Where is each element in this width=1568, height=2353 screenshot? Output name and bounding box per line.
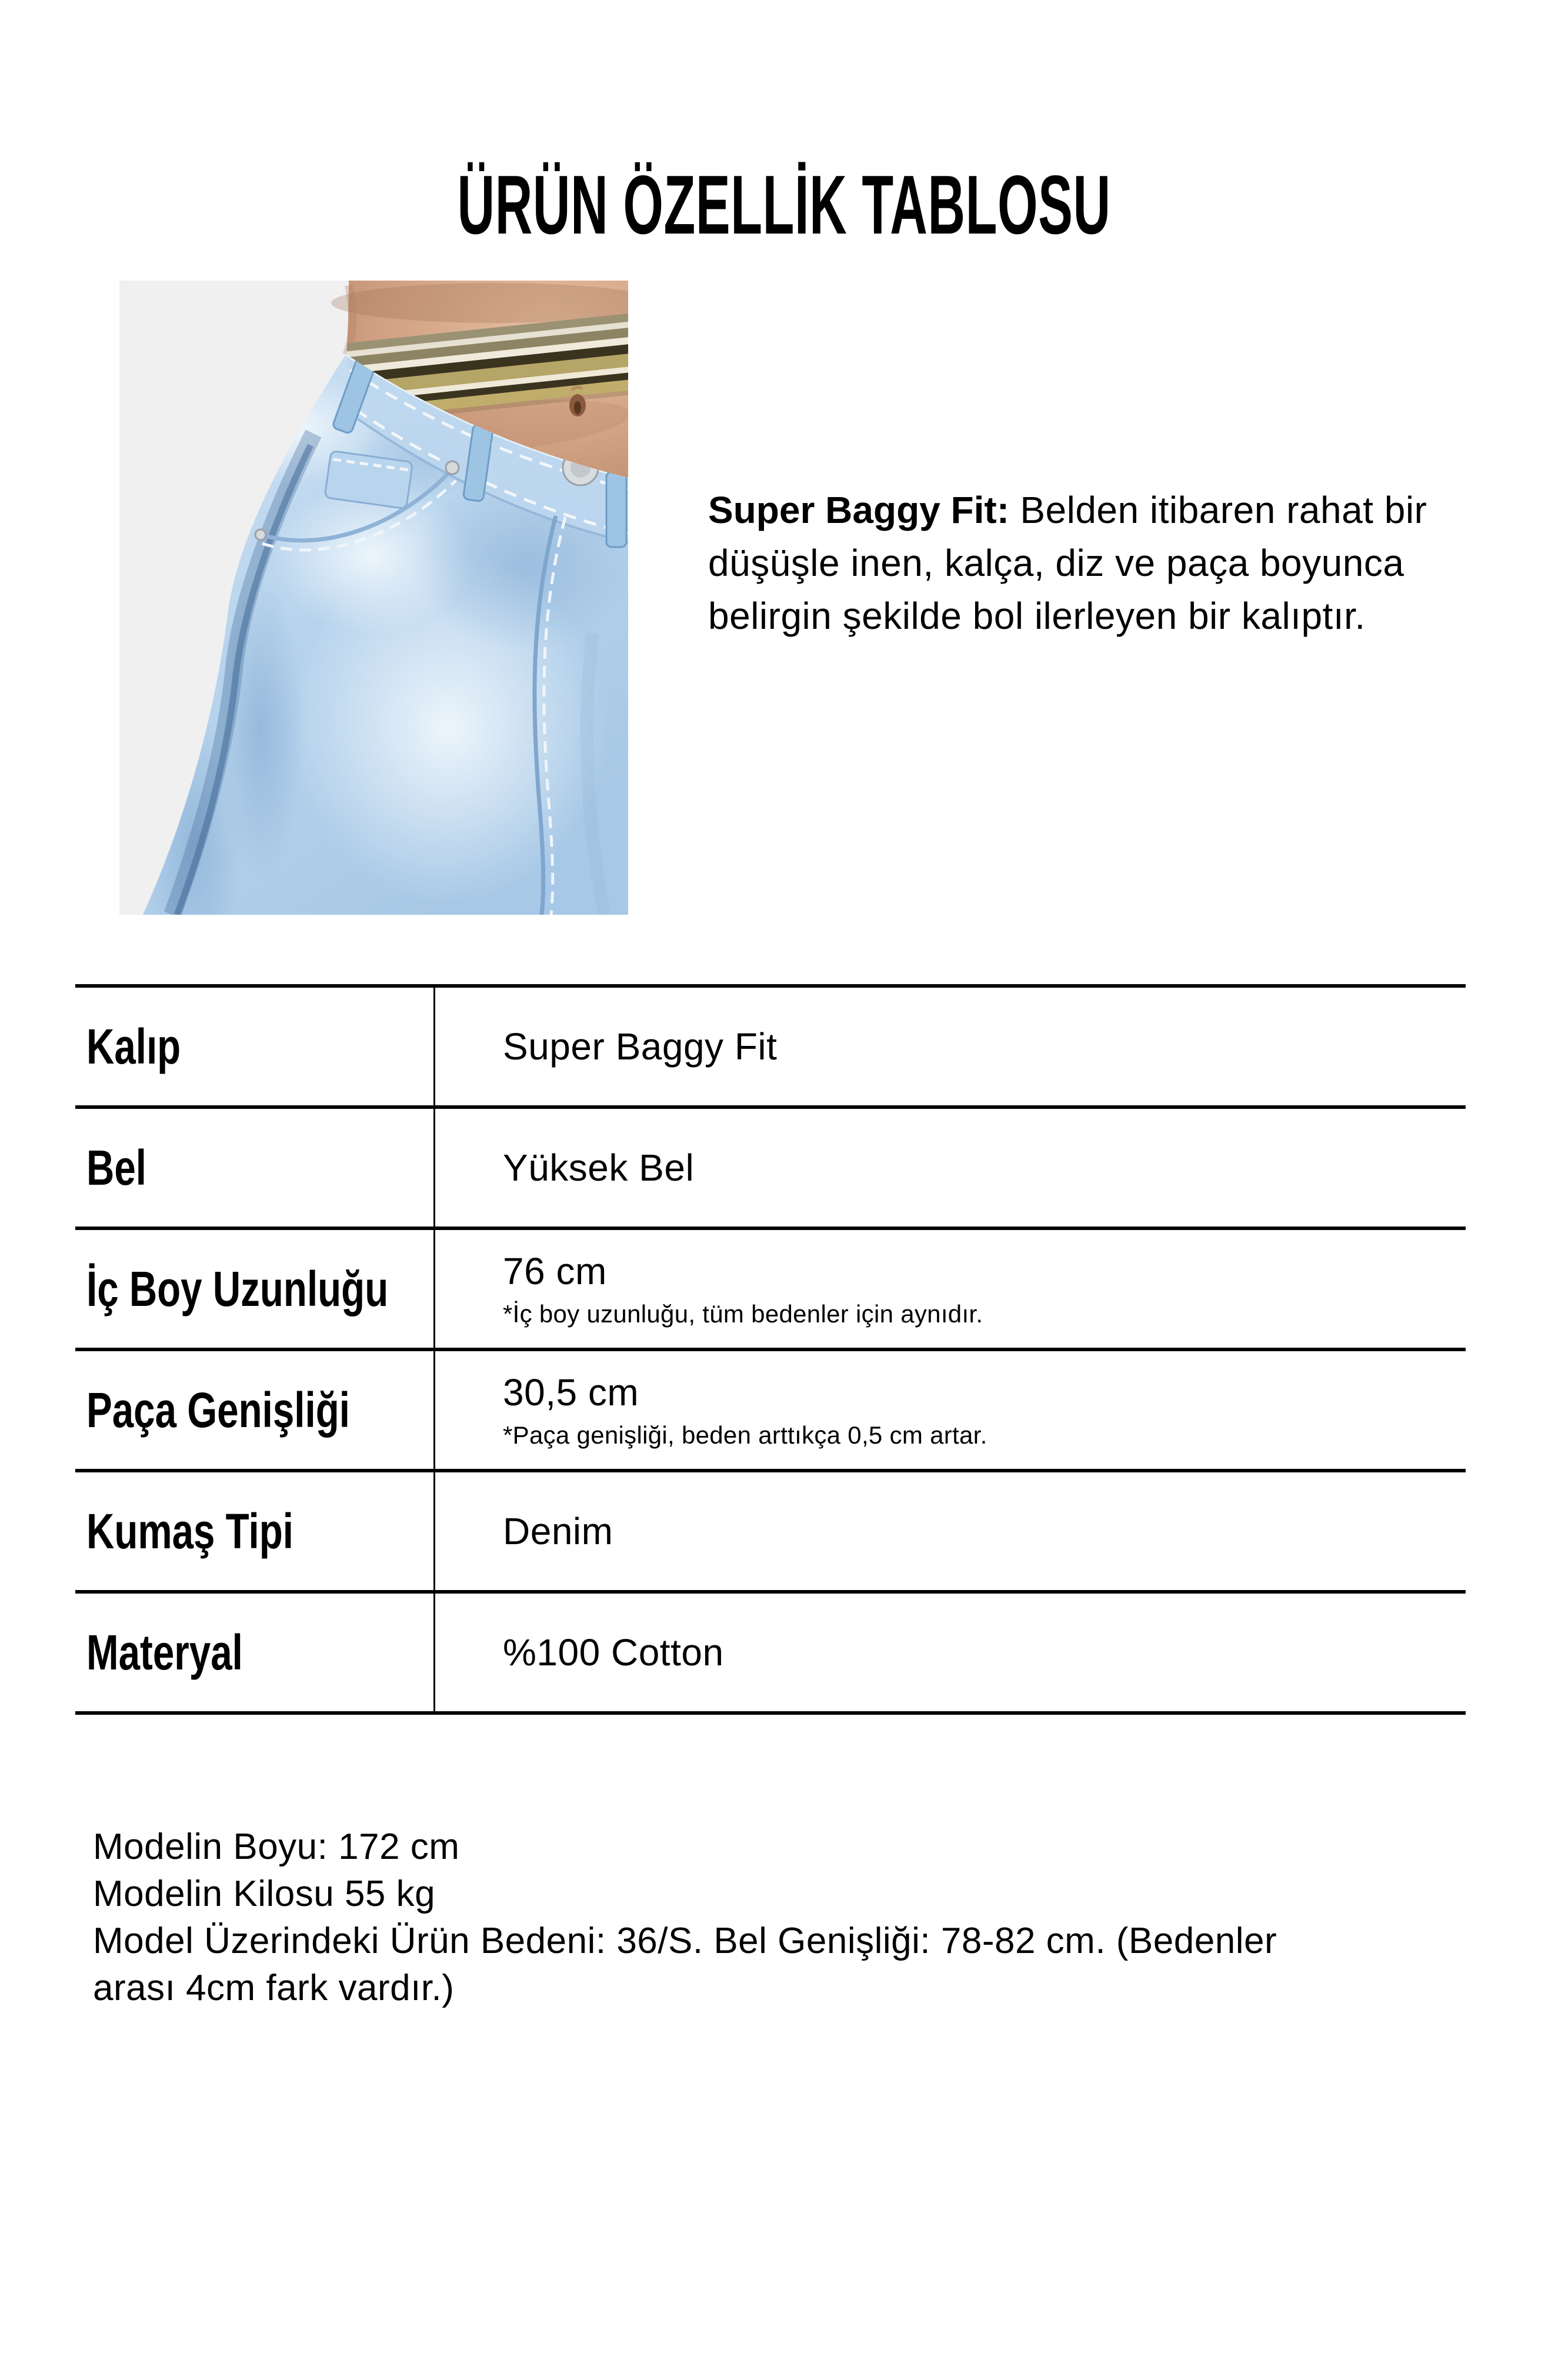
rivet-icon (255, 529, 266, 540)
page-title (0, 158, 1568, 252)
spec-table (75, 984, 1466, 1715)
model-height: Modelin Boyu: 172 cm (93, 1827, 460, 1867)
row-label: Kalıp (86, 1018, 181, 1074)
row-note: *Paça genişliği, beden arttıkça 0,5 cm artar. (503, 1421, 987, 1449)
row-label-cell (75, 1109, 435, 1227)
row-value-cell (435, 1351, 1466, 1469)
product-photo (119, 281, 628, 915)
model-info (93, 1824, 1516, 2012)
page-title-text: ÜRÜN ÖZELLİK TABLOSU (457, 158, 1111, 252)
row-label-cell (75, 1351, 435, 1469)
row-label-cell (75, 1472, 435, 1590)
table-row-paca (75, 1348, 1466, 1469)
row-value-cell (435, 1109, 1466, 1227)
model-weight: Modelin Kilosu 55 kg (93, 1874, 436, 1914)
model-size-info: Model Üzerindeki Ürün Bedeni: 36/S. Bel Genişliği: 78-82 cm. (Bedenler (93, 1921, 1277, 1961)
row-label-cell (75, 988, 435, 1105)
fit-description (708, 484, 1461, 642)
row-value: Denim (503, 1510, 613, 1552)
row-value: Yüksek Bel (503, 1146, 695, 1189)
row-value: 30,5 cm (503, 1371, 639, 1414)
row-label-cell (75, 1594, 435, 1711)
row-label: İç Boy Uzunluğu (86, 1261, 389, 1317)
rivet-icon (446, 461, 459, 474)
row-value-cell (435, 1472, 1466, 1590)
row-label: Bel (86, 1139, 146, 1195)
row-label: Materyal (86, 1624, 243, 1680)
row-label: Paça Genişliği (86, 1382, 350, 1438)
table-row-bel (75, 1105, 1466, 1227)
table-row-materyal (75, 1590, 1466, 1711)
row-value-cell (435, 1230, 1466, 1348)
table-row-ic-boy (75, 1227, 1466, 1348)
row-value: Super Baggy Fit (503, 1025, 778, 1068)
table-row-kumas (75, 1469, 1466, 1590)
row-label-cell (75, 1230, 435, 1348)
row-note: *İç boy uzunluğu, tüm bedenler için aynıdır. (503, 1300, 983, 1328)
jeans-closeup-illustration (119, 281, 628, 915)
row-value-cell (435, 1594, 1466, 1711)
row-value-cell (435, 988, 1466, 1105)
row-label: Kumaş Tipi (86, 1503, 293, 1559)
fit-description-text: Belden itibaren rahat bir düşüşle inen, kalça, diz ve paça boyunca belirgin şekilde bol ilerleyen bir kalıptır. (708, 489, 1427, 637)
table-row-kalip (75, 984, 1466, 1105)
row-value: %100 Cotton (503, 1631, 724, 1674)
row-value: 76 cm (503, 1250, 607, 1292)
fit-name: Super Baggy Fit: (708, 489, 1010, 531)
model-size-info-cont: arası 4cm fark vardır.) (93, 1968, 455, 2008)
